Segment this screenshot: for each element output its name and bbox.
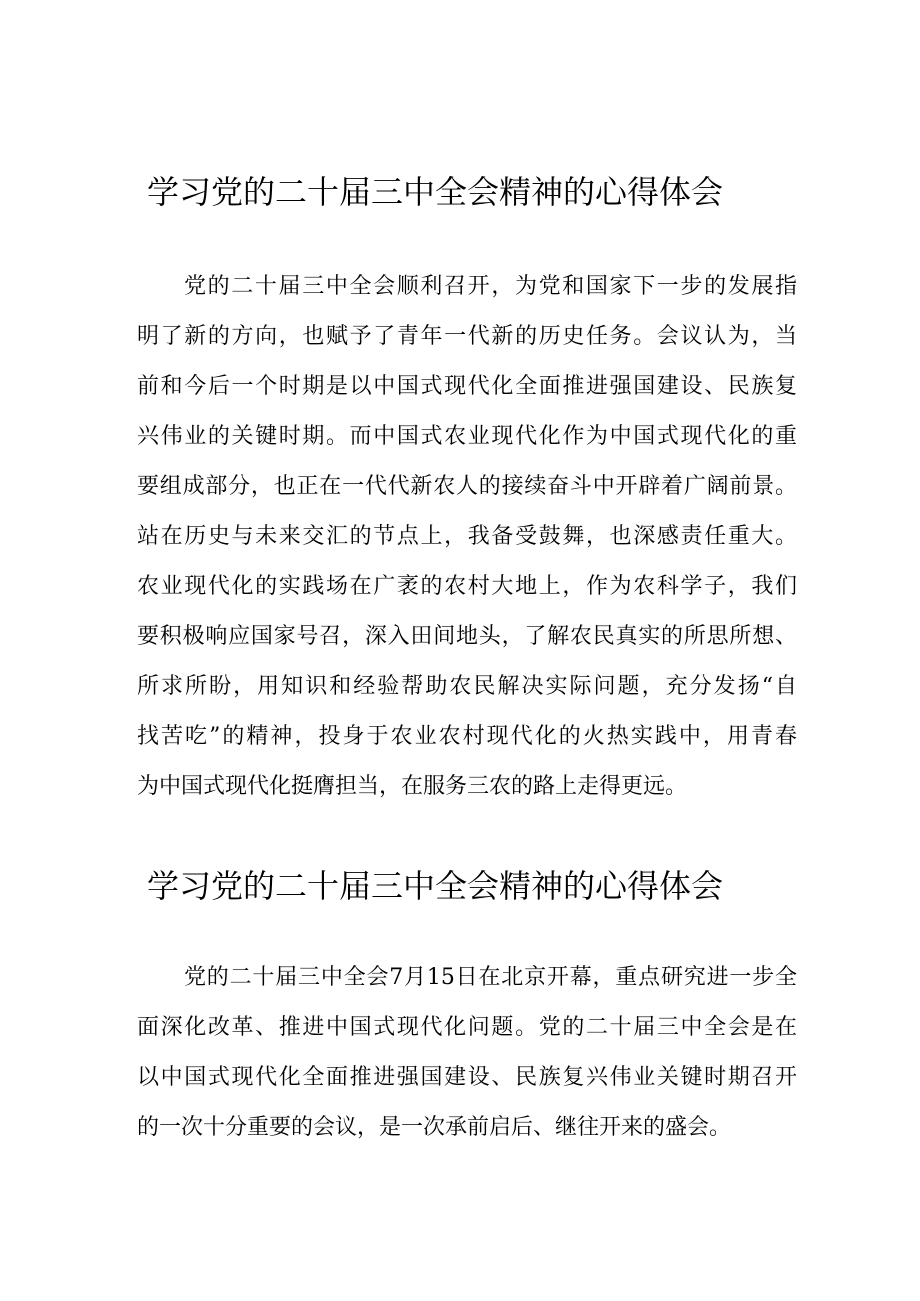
- paragraph-line: 找苦吃”的精神，投身于农业农村现代化的火热实践中，用青春: [137, 724, 797, 749]
- paragraph-line: 所求所盼，用知识和经验帮助农民解决实际问题，充分发扬“自: [137, 674, 797, 699]
- paragraph-line: 要组成部分，也正在一代代新农人的接续奋斗中开辟着广阔前景。: [137, 474, 797, 499]
- paragraph-line: 要积极响应国家号召，深入田间地头，了解农民真实的所思所想、: [137, 624, 797, 649]
- paragraph-line: 以中国式现代化全面推进强国建设、民族复兴伟业关键时期召开: [137, 1065, 797, 1090]
- paragraph-line: 明了新的方向，也赋予了青年一代新的历史任务。会议认为，当: [137, 324, 797, 349]
- paragraph-line: 党的二十届三中全会顺利召开，为党和国家下一步的发展指: [184, 274, 797, 299]
- section-2-title: 学习党的二十届三中全会精神的心得体会: [147, 867, 724, 905]
- paragraph-line: 农业现代化的实践场在广袤的农村大地上，作为农科学子，我们: [137, 574, 797, 599]
- paragraph-line: 为中国式现代化挺膺担当，在服务三农的路上走得更远。: [137, 774, 688, 799]
- section-1-title: 学习党的二十届三中全会精神的心得体会: [147, 173, 724, 211]
- paragraph-line: 党的二十届三中全会7月15日在北京开幕，重点研究进一步全: [184, 965, 797, 990]
- paragraph-line: 兴伟业的关键时期。而中国式农业现代化作为中国式现代化的重: [137, 424, 797, 449]
- paragraph-line: 面深化改革、推进中国式现代化问题。党的二十届三中全会是在: [137, 1015, 797, 1040]
- paragraph-line: 的一次十分重要的会议，是一次承前启后、继往开来的盛会。: [137, 1115, 732, 1140]
- paragraph-line: 前和今后一个时期是以中国式现代化全面推进强国建设、民族复: [137, 374, 797, 399]
- paragraph-line: 站在历史与未来交汇的节点上，我备受鼓舞，也深感责任重大。: [137, 524, 797, 549]
